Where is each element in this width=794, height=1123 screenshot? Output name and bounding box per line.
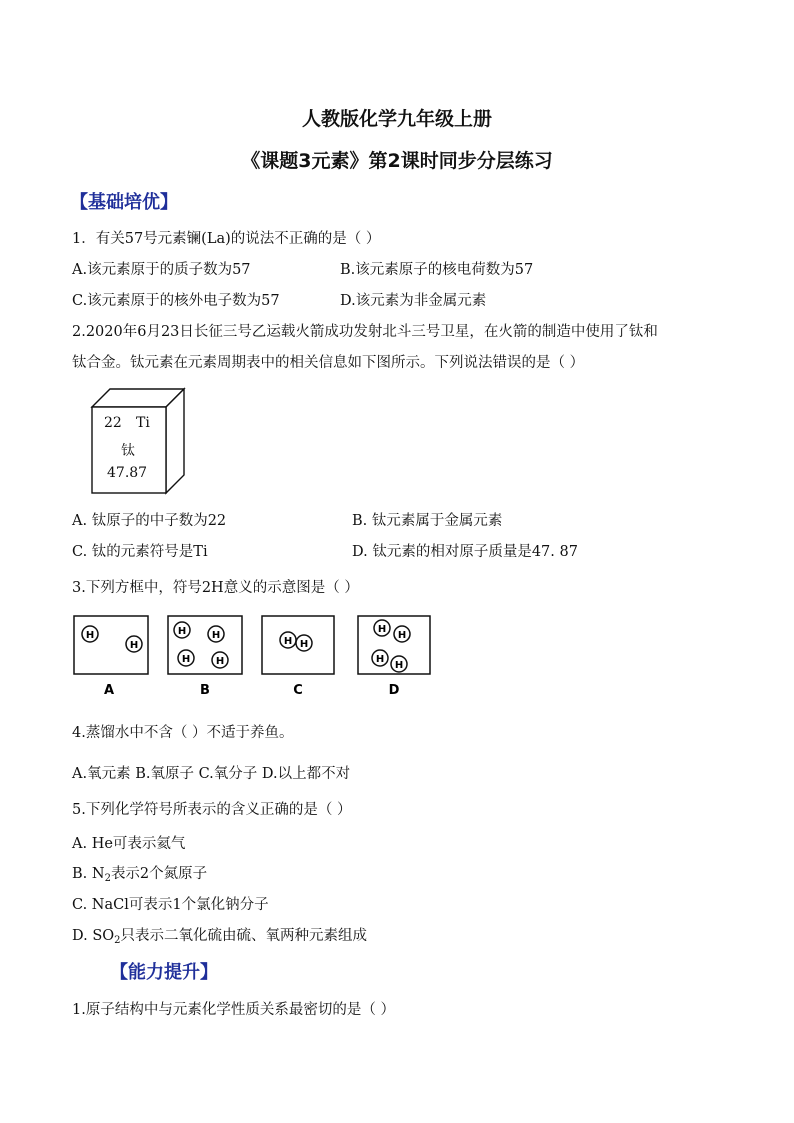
h-atom-label: H [211,630,221,641]
h-atom-label: H [377,624,387,635]
q5-option-d-suffix: 只表示二氧化硫由硫、氧两种元素组成 [120,928,368,944]
h-atom-label: H [85,630,95,641]
h-atom-label: H [299,639,309,650]
box-d [358,616,430,698]
q2-stem-line2: 钛合金。钛元素在元素周期表中的相关信息如下图所示。下列说法错误的是（ ） [72,355,585,371]
q5-option-b [72,862,207,884]
h-atom [174,622,190,638]
element-symbol: Ti [136,415,150,431]
q5-option-c [72,893,269,914]
h-atom-label: H [129,640,139,651]
element-mass: 47.87 [107,465,148,481]
q1-option-b: B.该元素原子的核电荷数为57 [340,262,534,278]
q5-option-d [72,924,367,946]
q2-option-d: D. 钛元素的相对原子质量是47. 87 [352,544,578,560]
box-label-a: A [103,683,115,698]
q3-stem: 3.下列方框中，符号2H意义的示意图是（ ） [72,580,359,596]
element-name: 钛 [121,443,135,459]
h-atom-label: H [215,656,225,667]
q5-option-b-suffix: 表示2个氮原子 [110,866,208,882]
h-atom-label: H [177,626,187,637]
page-title: 人教版化学九年级上册 [301,108,492,130]
q5-option-b-subscript: 2 [104,873,111,884]
section-basic-heading: 【基础培优】 [70,192,178,213]
element-tile [88,385,194,497]
h-atom [280,632,296,648]
q1-option-c: C.该元素原于的核外电子数为57 [72,293,280,309]
h-atom [126,636,142,652]
h-atom [208,626,224,642]
box-b [168,616,242,698]
h-atom-label: H [283,636,293,647]
q5-option-d-subscript: 2 [114,935,121,946]
h-atom-label: H [375,654,385,665]
adv-q1-stem: 1.原子结构中与元素化学性质关系最密切的是（ ） [72,1002,395,1018]
h-atom-label: H [394,660,404,671]
box-label-c: C [293,683,303,698]
box-label-b: B [200,683,210,698]
element-number: 22 [104,415,122,431]
h-atom-label: H [181,654,191,665]
q2-option-c: C. 钛的元素符号是Ti [72,544,208,560]
q1-option-d: D.该元素为非金属元素 [340,293,487,309]
q4-stem: 4.蒸馏水中不含（ ）不适于养鱼。 [72,725,294,741]
h-atom [82,626,98,642]
q5-option-a [72,832,185,853]
box-c [262,616,334,698]
q2-stem-line1: 2.2020年6月23日长征三号乙运载火箭成功发射北斗三号卫星，在火箭的制造中使用了钛和 [72,324,658,340]
h-atom [296,635,312,651]
q2-option-a: A. 钛原子的中子数为22 [72,513,227,529]
h-atom [394,626,410,642]
page-subtitle: 《课题3元素》第2课时同步分层练习 [241,150,553,172]
q5-option-a-text: A. He可表示氦气 [72,836,186,852]
h-atom [178,650,194,666]
box-label-d: D [388,683,400,698]
q5-option-d-prefix: D. SO [72,928,115,944]
box-a [74,616,148,698]
h-atom [391,656,407,672]
q5-stem: 5.下列化学符号所表示的含义正确的是（ ） [72,802,352,818]
atom-diagrams [70,612,440,702]
q4-options: A.氧元素 B.氧原子 C.氧分子 D.以上都不对 [72,766,351,782]
q1-stem: 1．有关57号元素镧(La)的说法不正确的是（ ） [72,231,381,247]
h-atom [372,650,388,666]
q2-option-b: B. 钛元素属于金属元素 [352,513,503,529]
q5-option-c-text: C. NaCl可表示1个氯化钠分子 [72,897,269,913]
h-atom [374,620,390,636]
q5-option-b-prefix: B. N [72,866,105,882]
section-advanced-heading: 【能力提升】 [110,962,218,983]
h-atom-label: H [397,630,407,641]
q1-option-a: A.该元素原于的质子数为57 [72,262,251,278]
h-atom [212,652,228,668]
